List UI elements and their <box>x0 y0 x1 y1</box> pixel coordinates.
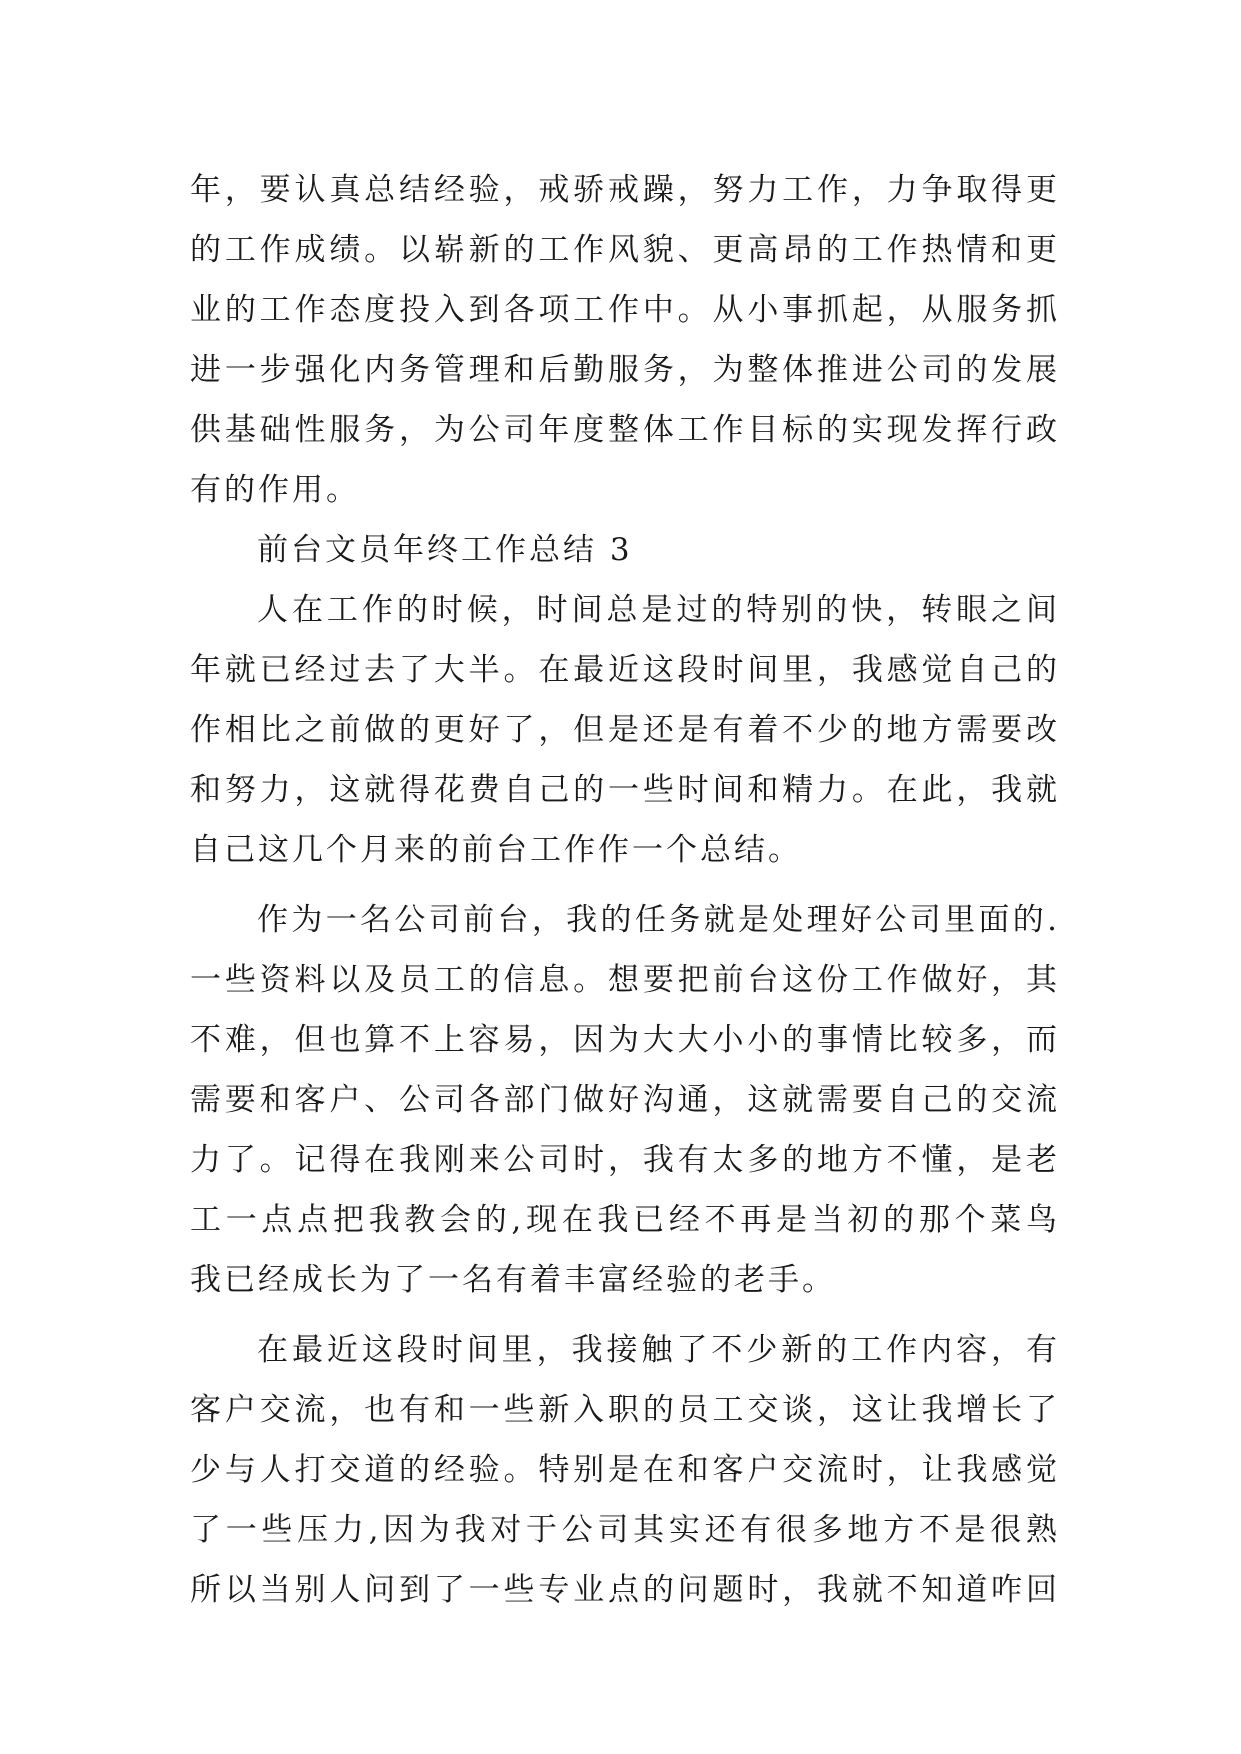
paragraph-4 <box>190 1320 1060 1620</box>
text-line: 工一点点把我教会的,现在我已经不再是当初的那个菜鸟 <box>190 1202 1060 1238</box>
text-line: 客户交流，也有和一些新入职的员工交谈，这让我增长了 <box>190 1392 1060 1428</box>
paragraph-2 <box>190 580 1060 880</box>
text-line: 和努力，这就得花费自己的一些时间和精力。在此，我就 <box>190 772 1060 808</box>
text-line: 作相比之前做的更好了，但是还是有着不少的地方需要改 <box>190 712 1060 748</box>
paragraph-spacing <box>190 880 1060 890</box>
document-body <box>190 160 1060 1620</box>
text-line: 一些资料以及员工的信息。想要把前台这份工作做好，其 <box>190 962 1060 998</box>
text-line: 年就已经过去了大半。在最近这段时间里，我感觉自己的 <box>190 652 1060 688</box>
text-line: 在最近这段时间里，我接触了不少新的工作内容，有 <box>257 1332 1060 1368</box>
section-heading-block <box>190 520 1060 580</box>
text-line: 所以当别人问到了一些专业点的问题时，我就不知道咋回 <box>190 1572 1060 1608</box>
text-line: 年，要认真总结经验，戒骄戒躁，努力工作，力争取得更 <box>190 172 1060 208</box>
text-line: 自己这几个月来的前台工作作一个总结。 <box>190 832 802 868</box>
text-line: 我已经成长为了一名有着丰富经验的老手。 <box>190 1262 836 1298</box>
text-line: 需要和客户、公司各部门做好沟通，这就需要自己的交流 <box>190 1082 1060 1118</box>
text-line: 供基础性服务，为公司年度整体工作目标的实现发挥行政 <box>190 412 1060 448</box>
text-line: 作为一名公司前台，我的任务就是处理好公司里面的. <box>257 902 1060 938</box>
text-line: 了一些压力,因为我对于公司其实还有很多地方不是很熟 <box>190 1512 1060 1548</box>
text-line: 少与人打交道的经验。特别是在和客户交流时，让我感觉 <box>190 1452 1060 1488</box>
paragraph-spacing <box>190 1310 1060 1320</box>
text-line: 进一步强化内务管理和后勤服务，为整体推进公司的发展 <box>190 352 1060 388</box>
text-line: 不难，但也算不上容易，因为大大小小的事情比较多，而 <box>190 1022 1060 1058</box>
text-line: 的工作成绩。以崭新的工作风貌、更高昂的工作热情和更 <box>190 232 1060 268</box>
text-line: 业的工作态度投入到各项工作中。从小事抓起，从服务抓 <box>190 292 1060 328</box>
paragraph-1 <box>190 160 1060 520</box>
paragraph-3 <box>190 890 1060 1310</box>
text-line: 人在工作的时候，时间总是过的特别的快，转眼之间 <box>257 592 1060 628</box>
section-heading: 前台文员年终工作总结 3 <box>257 532 633 568</box>
text-line: 力了。记得在我刚来公司时，我有太多的地方不懂，是老 <box>190 1142 1060 1178</box>
text-line: 有的作用。 <box>190 472 360 508</box>
